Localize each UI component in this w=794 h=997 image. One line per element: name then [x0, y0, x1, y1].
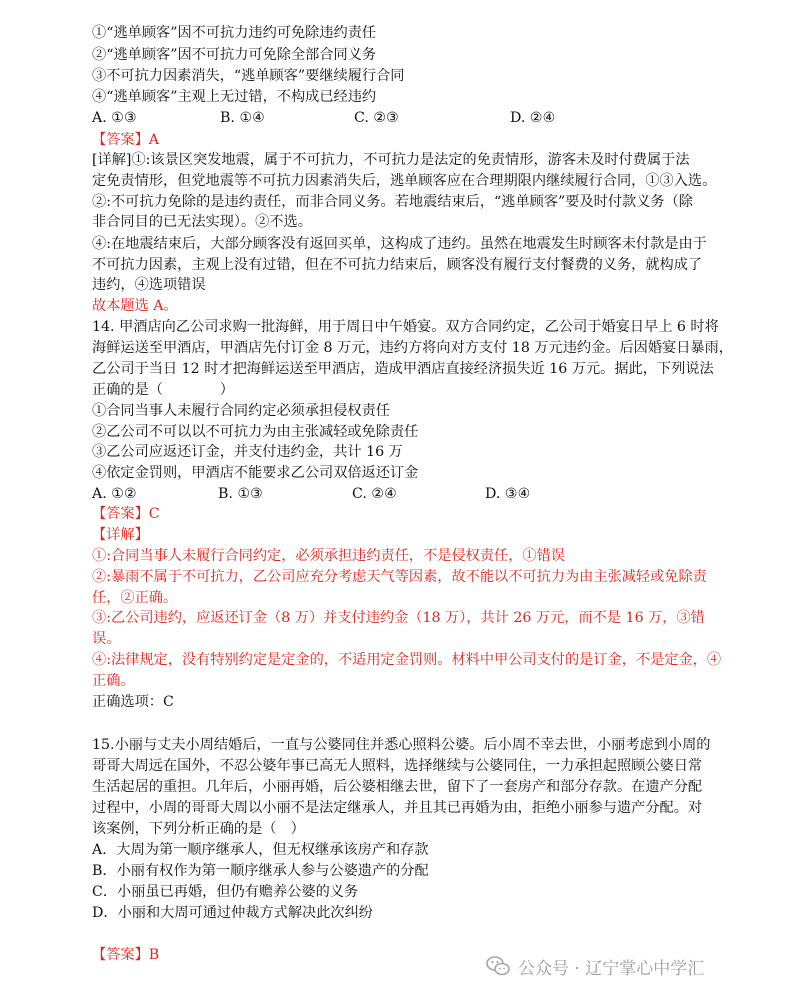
q15-option-b: B．小丽有权作为第一顺序继承人参与公婆遗产的分配 [92, 863, 429, 879]
q14-detail-line: ②:暴雨不属于不可抗力，乙公司应充分考虑天气等因素，故不能以不可抗力为由主张减轻或免除责 [92, 569, 707, 585]
q15-option-c: C．小丽虽已再婚，但仍有赡养公婆的义务 [92, 884, 359, 900]
q14-stem-line: 正确的是（ ） [92, 382, 234, 398]
q14-answer: 【答案】C [92, 506, 160, 522]
q13-option-d: D. ②④ [510, 110, 556, 126]
q14-statement-4: ④依定金罚则，甲酒店不能要求乙公司双倍返还订金 [92, 465, 419, 481]
q13-detail-line: ④:在地震结束后，大部分顾客没有返回买单，这构成了违约。虽然在地震发生时顾客未付款是由于 [92, 236, 707, 252]
q14-detail-line: 正确。 [92, 673, 135, 689]
q14-statement-1: ①合同当事人未履行合同约定必须承担侵权责任 [92, 403, 390, 419]
q13-statement-1: ①“逃单顾客”因不可抗力违约可免除违约责任 [92, 25, 377, 41]
q15-option-d: D．小丽和大周可通过仲裁方式解决此次纠纷 [92, 905, 373, 921]
q14-correct-option: 正确选项：C [92, 694, 174, 710]
q13-detail-line: [详解]①:该景区突发地震，属于不可抗力，不可抗力是法定的免责情形，游客未及时付费属于法 [92, 152, 690, 168]
q14-stem-line: 乙公司于当日 12 时才把海鲜运送至甲酒店，造成甲酒店直接经济损失近 16 万元。据此，下列说法 [92, 361, 714, 377]
q14-detail-title: 【详解】 [92, 527, 149, 543]
q13-detail-line: 定免责情形，但党地震等不可抗力因素消失后，逃单顾客应在合理期限内继续履行合同，①③入选。 [92, 173, 717, 189]
q15-stem-line: 过程中，小周的哥哥大周以小丽不是法定继承人，并且其已再婚为由，拒绝小丽参与遗产分配。对 [92, 800, 703, 816]
q15-answer: 【答案】B [92, 947, 160, 963]
q13-detail-line: 非合同目的已无法实现）。②不选。 [92, 214, 312, 230]
q13-option-c: C. ②③ [354, 110, 399, 126]
q14-option-d: D. ③④ [485, 486, 531, 502]
q14-option-b: B. ①③ [218, 486, 263, 502]
q13-option-b: B. ①④ [220, 110, 265, 126]
q15-option-a: A．大周为第一顺序继承人，但无权继承该房产和存款 [92, 842, 429, 858]
q14-option-c: C. ②④ [352, 486, 397, 502]
q13-detail-line: 不可抗力因素，主观上没有过错，但在不可抗力结束后，顾客没有履行支付餐费的义务，就构成了 [92, 257, 703, 273]
q13-conclusion: 故本题选 A。 [92, 298, 178, 314]
q14-detail-line: 任，②正确。 [92, 590, 178, 606]
q13-answer: 【答案】A [92, 132, 159, 148]
watermark-text: 公众号 · 辽宁掌心中学汇 [518, 958, 705, 979]
q14-statement-2: ②乙公司不可以以不可抗力为由主张减轻或免除责任 [92, 424, 419, 440]
q14-statement-3: ③乙公司应返还订金，并支付违约金，共计 16 万 [92, 444, 403, 460]
q15-stem-line: 15.小丽与丈夫小周结婚后，一直与公婆同住并悉心照料公婆。后小周不幸去世，小丽考虑到小周的 [92, 737, 711, 753]
q14-detail-line: ④:法律规定，没有特别约定是定金的，不适用定金罚则。材料中甲公司支付的是订金，不是定金，④ [92, 652, 722, 668]
q15-stem-line: 生活起居的重担。几年后，小丽再婚，后公婆相继去世，留下了一套房产和部分存款。在遗产分配 [92, 779, 703, 795]
q14-stem-line: 14. 甲酒店向乙公司求购一批海鲜，用于周日中午婚宴。双方合同约定，乙公司于婚宴日早上 6 时将 [92, 319, 719, 335]
wechat-icon [486, 955, 510, 977]
q13-statement-4: ④“逃单顾客”主观上无过错，不构成已经违约 [92, 89, 377, 105]
q14-detail-line: ①:合同当事人未履行合同约定，必须承担违约责任，不是侵权责任，①错误 [92, 548, 565, 564]
q13-statement-2: ②“逃单顾客”因不可抗力可免除全部合同义务 [92, 47, 377, 63]
q14-detail-line: ③:乙公司违约，应返还订金（8 万）并支付违约金（18 万），共计 26 万元，而不是 16 万，③错 [92, 610, 705, 626]
q15-stem-line: 该案例，下列分析正确的是（ ） [92, 821, 305, 837]
watermark [486, 953, 704, 979]
q13-option-a: A. ①③ [92, 110, 137, 126]
q14-detail-line: 误。 [92, 631, 121, 647]
q13-options [92, 108, 712, 128]
q14-option-a: A. ①② [92, 486, 137, 502]
q15-stem-line: 哥哥大周远在国外，不忍公婆年事已高无人照料，选择继续与公婆同住，一力承担起照顾公婆日常 [92, 758, 703, 774]
q14-stem-line: 海鲜运送至甲酒店，甲酒店先付订金 8 万元，违约方将向对方支付 18 万元违约金。后因婚宴日暴雨， [92, 340, 733, 356]
q13-detail-line: ②:不可抗力免除的是违约责任，而非合同义务。若地震结束后，“逃单顾客”要及时付款义务（除 [92, 194, 693, 210]
q14-options [92, 484, 712, 504]
q13-statement-3: ③不可抗力因素消失，“逃单顾客”要继续履行合同 [92, 68, 405, 84]
q13-detail-line: 违约，④选项错误 [92, 277, 206, 293]
